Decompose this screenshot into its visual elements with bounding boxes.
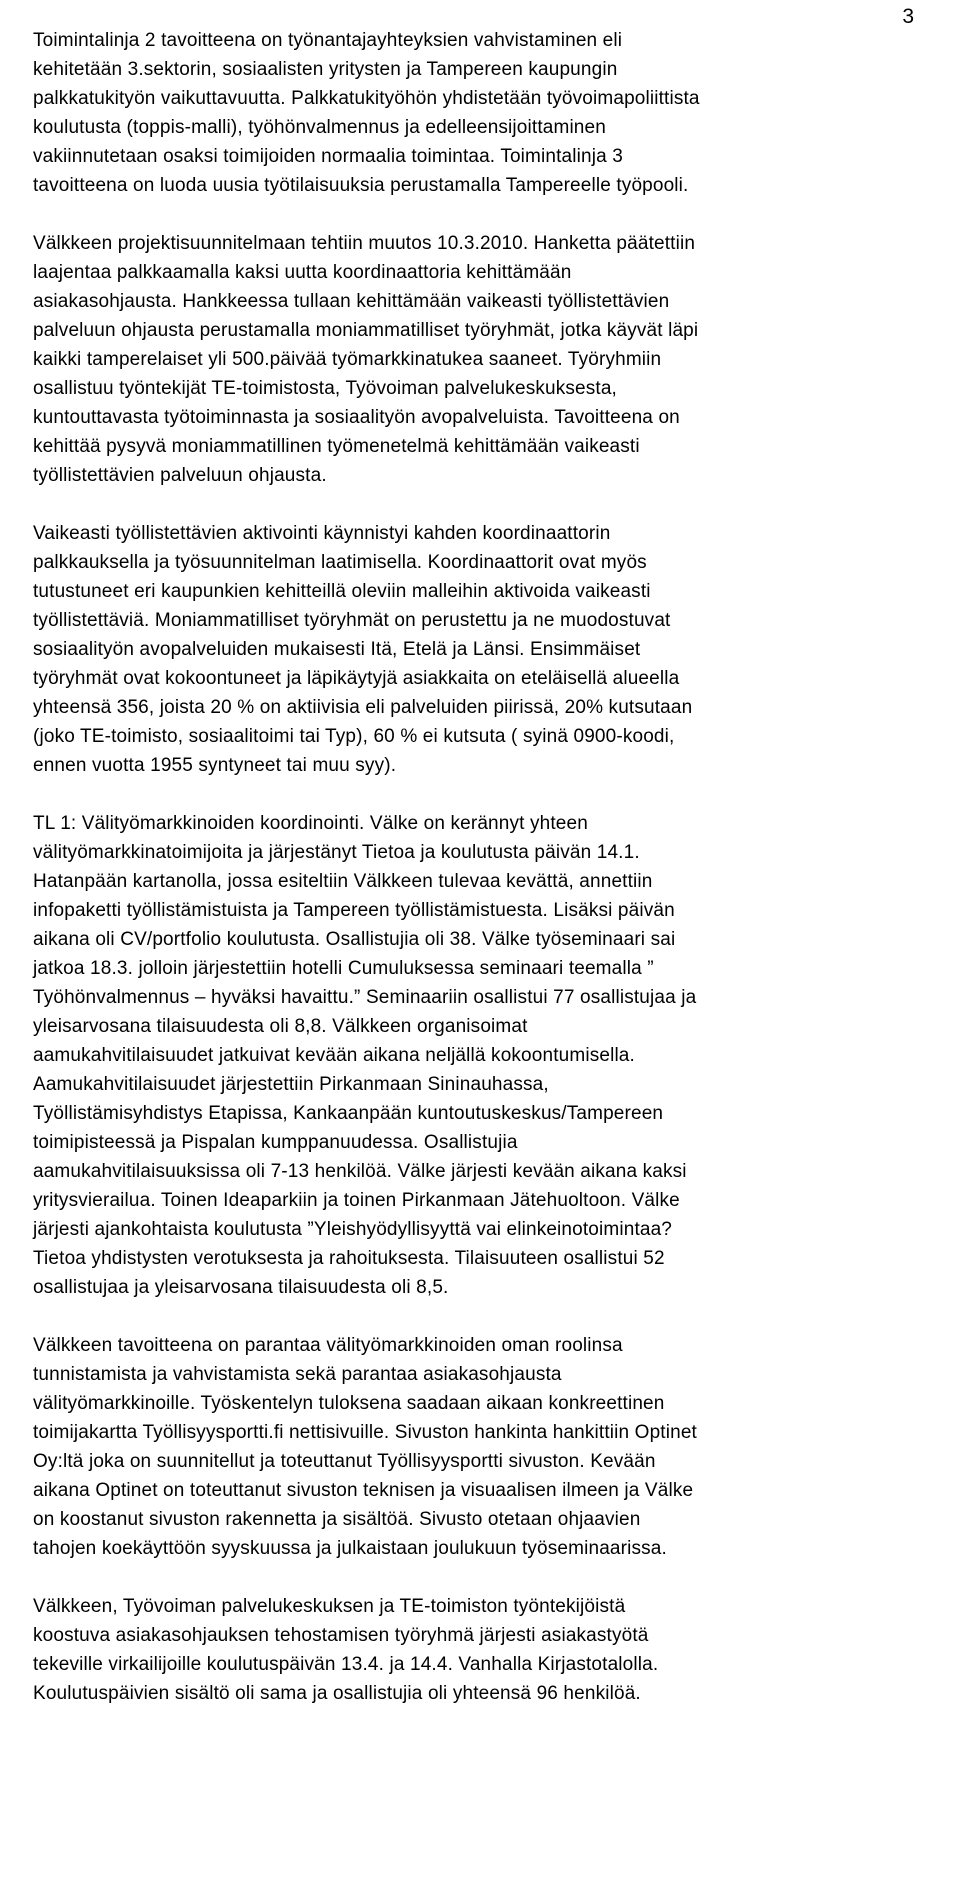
text-line: toimipisteessä ja Pispalan kumppanuudessa. Osallistujia [33,1132,518,1153]
text-line: Välkkeen projektisuunnitelmaan tehtiin muutos 10.3.2010. Hanketta päätettiin [33,233,696,254]
text-line: (joko TE-toimisto, sosiaalitoimi tai Typ), 60 % ei kutsuta ( syinä 0900-koodi, [33,726,675,747]
paragraph-aktivointi [33,519,793,780]
text-line: yritysvierailua. Toinen Ideaparkiin ja toinen Pirkanmaan Jätehuoltoon. Välke [33,1190,680,1211]
text-line: työllistettävien palveluun ohjausta. [33,465,327,486]
text-line: Välkkeen tavoitteena on parantaa välityömarkkinoiden oman roolinsa [33,1335,623,1356]
text-line: Aamukahvitilaisuudet järjestettiin Pirkanmaan Sininauhassa, [33,1074,549,1095]
text-line: vakiinnutetaan osaksi toimijoiden normaalia toimintaa. Toimintalinja 3 [33,146,623,167]
text-line: Hatanpään kartanolla, jossa esiteltiin Välkkeen tulevaa kevättä, annettiin [33,871,653,892]
text-line: toimijakartta Työllisyysportti.fi nettisivuille. Sivuston hankinta hankittiin Optinet [33,1422,697,1443]
paragraph-tl1 [33,809,793,1302]
text-line: palkkauksella ja työsuunnitelman laatimisella. Koordinaattorit ovat myös [33,552,647,573]
text-line: Toimintalinja 2 tavoitteena on työnantajayhteyksien vahvistaminen eli [33,30,623,51]
text-line: osallistuu työntekijät TE-toimistosta, Työvoiman palvelukeskuksesta, [33,378,617,399]
text-line: laajentaa palkkaamalla kaksi uutta koordinaattoria kehittämään [33,262,572,283]
text-line: asiakasohjausta. Hankkeessa tullaan kehittämään vaikeasti työllistettävien [33,291,670,312]
text-line: koulutusta (toppis-malli), työhönvalmennus ja edelleensijoittaminen [33,117,606,138]
document-body [33,26,793,1737]
text-line: Tietoa yhdistysten verotuksesta ja rahoituksesta. Tilaisuuteen osallistui 52 [33,1248,665,1269]
text-line: infopaketti työllistämistuista ja Tampereen työllistämistuesta. Lisäksi päivän [33,900,675,921]
text-line: aamukahvitilaisuuksissa oli 7-13 henkilöä. Välke järjesti kevään aikana kaksi [33,1161,687,1182]
text-line: kehittää pysyvä moniammatillinen työmenetelmä kehittämään vaikeasti [33,436,640,457]
text-line: ennen vuotta 1955 syntyneet tai muu syy). [33,755,397,776]
text-line: kehitetään 3.sektorin, sosiaalisten yritysten ja Tampereen kaupungin [33,59,618,80]
page-number: 3 [902,5,914,28]
text-line: välityömarkkinoille. Työskentelyn tuloksena saadaan aikaan konkreettinen [33,1393,665,1414]
text-line: tunnistamista ja vahvistamista sekä parantaa asiakasohjausta [33,1364,562,1385]
text-line: osallistujaa ja yleisarvosana tilaisuudesta oli 8,5. [33,1277,449,1298]
text-line: järjesti ajankohtaista koulutusta ”Yleishyödyllisyyttä vai elinkeinotoimintaa? [33,1219,673,1240]
text-line: yleisarvosana tilaisuudesta oli 8,8. Välkkeen organisoimat [33,1016,528,1037]
paragraph-toimintalinjat [33,26,793,200]
text-line: Vaikeasti työllistettävien aktivointi käynnistyi kahden koordinaattorin [33,523,611,544]
text-line: välityömarkkinatoimijoita ja järjestänyt Tietoa ja koulutusta päivän 14.1. [33,842,640,863]
text-line: tekeville virkailijoille koulutuspäivän 13.4. ja 14.4. Vanhalla Kirjastotalolla. [33,1654,659,1675]
text-line: työryhmät ovat kokoontuneet ja läpikäytyjä asiakkaita on eteläisellä alueella [33,668,680,689]
text-line: jatkoa 18.3. jolloin järjestettiin hotelli Cumuluksessa seminaari teemalla ” [33,958,654,979]
text-line: Koulutuspäivien sisältö oli sama ja osallistujia oli yhteensä 96 henkilöä. [33,1683,641,1704]
text-line: kaikki tamperelaiset yli 500.päivää työmarkkinatukea saaneet. Työryhmiin [33,349,662,370]
text-line: työllistettäviä. Moniammatilliset työryhmät on perustettu ja ne muodostuvat [33,610,671,631]
text-line: tahojen koekäyttöön syyskuussa ja julkaistaan joulukuun työseminaarissa. [33,1538,667,1559]
paragraph-valityomarkkinat [33,1331,793,1563]
text-line: TL 1: Välityömarkkinoiden koordinointi. Välke on kerännyt yhteen [33,813,588,834]
text-line: kuntouttavasta työtoiminnasta ja sosiaalityön avopalveluista. Tavoitteena on [33,407,680,428]
text-line: aikana oli CV/portfolio koulutusta. Osallistujia oli 38. Välke työseminaari sai [33,929,676,950]
text-line: koostuva asiakasohjauksen tehostamisen työryhmä järjesti asiakastyötä [33,1625,649,1646]
text-line: yhteensä 356, joista 20 % on aktiivisia eli palveluiden piirissä, 20% kutsutaan [33,697,693,718]
text-line: Välkkeen, Työvoiman palvelukeskuksen ja TE-toimiston työntekijöistä [33,1596,626,1617]
paragraph-projektisuunnitelma [33,229,793,490]
text-line: Työllistämisyhdistys Etapissa, Kankaanpään kuntoutuskeskus/Tampereen [33,1103,664,1124]
text-line: on koostanut sivuston rakennetta ja sisältöä. Sivusto otetaan ohjaavien [33,1509,641,1530]
text-line: tavoitteena on luoda uusia työtilaisuuksia perustamalla Tampereelle työpooli. [33,175,689,196]
text-line: tutustuneet eri kaupunkien kehitteillä oleviin malleihin aktivoida vaikeasti [33,581,651,602]
paragraph-koulutuspaivat [33,1592,793,1708]
text-line: sosiaalityön avopalveluiden mukaisesti Itä, Etelä ja Länsi. Ensimmäiset [33,639,641,660]
text-line: palveluun ohjausta perustamalla moniammatilliset työryhmät, jotka käyvät läpi [33,320,699,341]
text-line: Työhönvalmennus – hyväksi havaittu.” Seminaariin osallistui 77 osallistujaa ja [33,987,697,1008]
text-line: aamukahvitilaisuudet jatkuivat kevään aikana neljällä kokoontumisella. [33,1045,635,1066]
text-line: palkkatukityön vaikuttavuutta. Palkkatukityöhön yhdistetään työvoimapoliittista [33,88,700,109]
text-line: Oy:ltä joka on suunnitellut ja toteuttanut Työllisyysportti sivuston. Kevään [33,1451,656,1472]
text-line: aikana Optinet on toteuttanut sivuston teknisen ja visuaalisen ilmeen ja Välke [33,1480,694,1501]
